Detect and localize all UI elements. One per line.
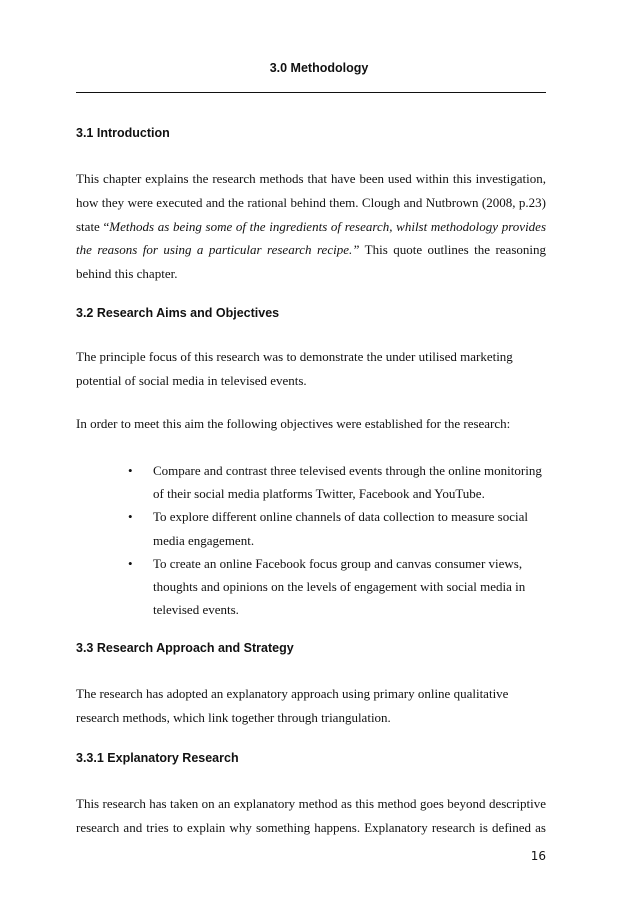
section-heading-approach: 3.3 Research Approach and Strategy: [76, 641, 294, 655]
section-heading-introduction: 3.1 Introduction: [76, 126, 170, 140]
chapter-title: 3.0 Methodology: [269, 61, 369, 75]
paragraph-line: In order to meet this aim the following objectives were established for the research:: [76, 416, 511, 431]
list-item-line: Compare and contrast three televised events through the online monitoring: [153, 463, 542, 478]
list-item: [128, 459, 548, 505]
paragraph-line: research and tries to explain why something happens. Explanatory research is defined as: [76, 819, 546, 835]
objectives-intro: [76, 412, 546, 436]
quote-text-end: the reasons for using a particular research recipe.”: [76, 242, 360, 258]
paragraph-line: how they were executed and the rational behind them. Clough and Nutbrown (2008, p.23): [76, 194, 546, 210]
bullet-icon: •: [128, 555, 133, 571]
introduction-paragraph: [76, 167, 546, 286]
quote-lead: state “: [76, 218, 110, 234]
aims-paragraph: [76, 345, 546, 393]
paragraph-line: The research has adopted an explanatory approach using primary online qualitative: [76, 686, 509, 701]
list-item-line: thoughts and opinions on the levels of engagement with social media in: [153, 578, 526, 594]
paragraph-line: The principle focus of this research was to demonstrate the under utilised marketing: [76, 349, 513, 364]
quote-followup: This quote outlines the reasoning: [359, 242, 546, 258]
paragraph-line: potential of social media in televised events.: [76, 372, 307, 388]
list-item: [128, 552, 548, 622]
list-item-line: To explore different online channels of data collection to measure social: [153, 509, 528, 525]
bullet-icon: •: [128, 509, 133, 525]
section-heading-aims: 3.2 Research Aims and Objectives: [76, 306, 280, 320]
list-item-line: media engagement.: [153, 532, 255, 548]
list-item-line: of their social media platforms Twitter, Facebook and YouTube.: [153, 486, 485, 502]
paragraph-line: behind this chapter.: [76, 266, 178, 282]
list-item-line: televised events.: [153, 602, 239, 618]
section-heading-explanatory: 3.3.1 Explanatory Research: [76, 751, 239, 765]
paragraph-line: [76, 238, 546, 262]
list-item: [128, 505, 548, 551]
page-number: 16: [530, 849, 546, 863]
title-rule: [76, 92, 546, 93]
list-item-line: To create an online Facebook focus group and canvas consumer views,: [153, 555, 523, 571]
explanatory-paragraph: [76, 792, 546, 840]
paragraph-line: This chapter explains the research methods that have been used within this investigation,: [76, 171, 546, 186]
approach-paragraph: [76, 682, 546, 730]
quote-text: Methods as being some of the ingredients of research, whilst methodology provides: [109, 218, 546, 234]
objectives-list: [128, 459, 548, 621]
paragraph-line: This research has taken on an explanatory method as this method goes beyond descriptive: [76, 796, 546, 811]
paragraph-line: [76, 215, 546, 239]
bullet-icon: •: [128, 463, 133, 478]
paragraph-line: research methods, which link together through triangulation.: [76, 709, 391, 725]
